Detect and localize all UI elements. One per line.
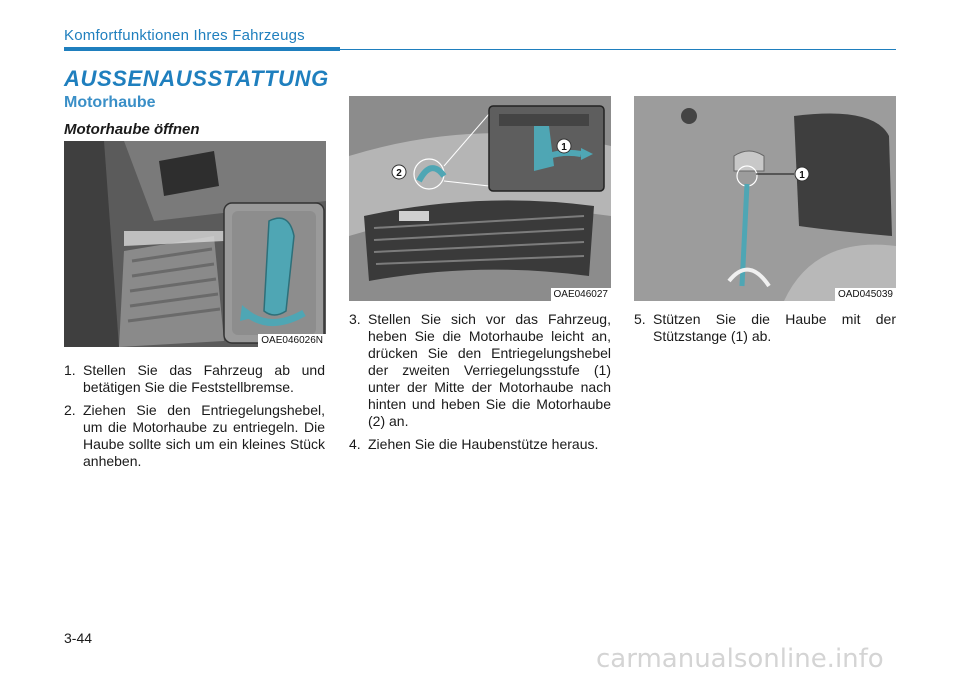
header-divider — [340, 49, 896, 50]
figure-hood-latch — [349, 96, 611, 301]
step-item: 4. Ziehen Sie die Haubenstütze heraus. — [349, 436, 599, 452]
subsection-title: Motorhaube — [64, 94, 156, 111]
watermark: carmanualsonline.info — [596, 644, 884, 674]
subsubsection-title: Motorhaube öffnen — [64, 121, 200, 138]
step-item: 2. Ziehen Sie den Entriegelungshebel, um die Motorhaube zu entriegeln. Die Haube sollte sich um ein kleines Stück anheben. — [64, 402, 325, 469]
step-item: 5. Stützen Sie die Haube mit der Stützstange (1) ab. — [634, 311, 896, 344]
section-title: AUSSENAUSSTATTUNG — [64, 66, 329, 91]
callout-2: 2 — [396, 168, 402, 179]
figure-code: OAE046027 — [551, 288, 612, 301]
support-rod-illustration — [634, 96, 896, 301]
figure-code: OAD045039 — [835, 288, 896, 301]
steps-column-1 — [64, 362, 325, 476]
steps-column-2 — [349, 311, 611, 459]
step-item: 1. Stellen Sie das Fahrzeug ab und betätigen Sie die Feststellbremse. — [64, 362, 325, 395]
figure-support-rod — [634, 96, 896, 301]
figure-code: OAE046026N — [258, 334, 326, 347]
release-lever-illustration — [64, 141, 326, 347]
callout-1: 1 — [561, 142, 567, 153]
steps-column-3 — [634, 311, 896, 351]
figure-release-lever — [64, 141, 326, 347]
callout-1: 1 — [799, 170, 805, 181]
chapter-title: Komfortfunktionen Ihres Fahrzeugs — [64, 27, 305, 44]
page-number: 3-44 — [64, 630, 93, 646]
hood-latch-illustration — [349, 96, 611, 301]
step-item: 3. Stellen Sie sich vor das Fahrzeug, heben Sie die Motorhaube leicht an, drücken Sie den Entriegelungshebel der zweiten Verriegelungsstufe (1) unter der Mitte der Motorhaube nach hinten und heben Sie die Motorhaube (2) an. — [349, 311, 611, 429]
header-accent-bar — [64, 47, 340, 51]
